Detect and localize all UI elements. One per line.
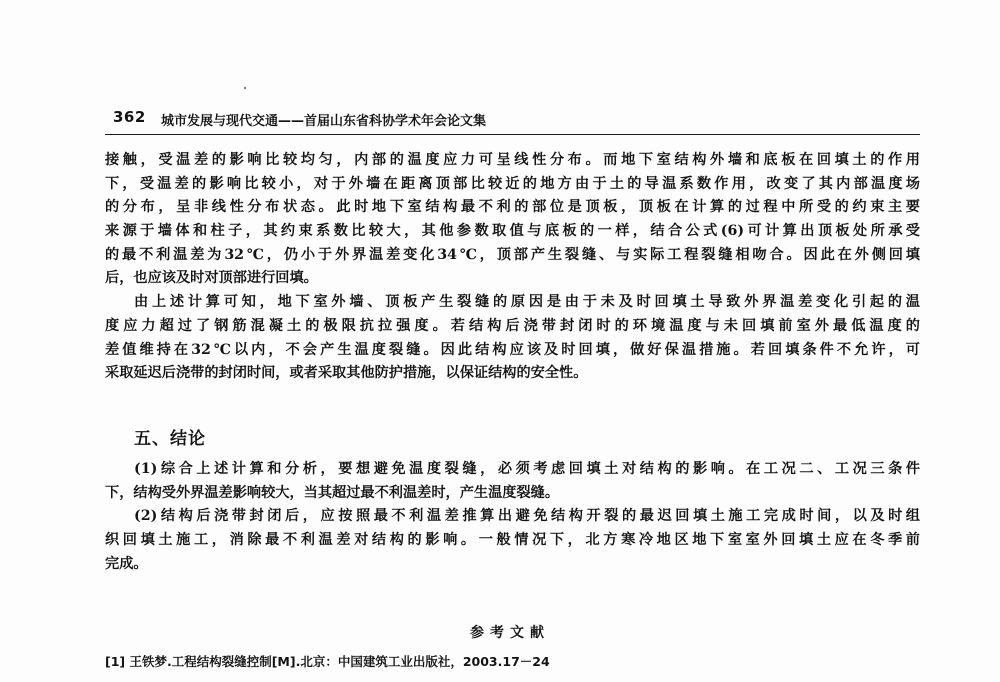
paragraph-line: 度应力超过了钢筋混凝土的极限抗拉强度。若结构后浇带封闭时的环境温度与未回填前室外最低温度的 (105, 317, 920, 334)
paragraph-line: 接触，受温差的影响比较均匀，内部的温度应力可呈线性分布。而地下室结构外墙和底板在回填土的作用 (105, 152, 920, 168)
paragraph-line: 的最不利温差为32℃，仍小于外界温差变化34℃，顶部产生裂缝、与实际工程裂缝相吻合。因此在外侧回填 (105, 246, 920, 263)
paragraph-line: 下，受温差的影响比较小，对于外墙在距离顶部比较近的地方由于土的导温系数作用，改变了其内部温度场 (105, 175, 920, 192)
body-text-upper (105, 149, 920, 386)
paragraph-line: 后，也应该及时对顶部进行回填。 (105, 270, 318, 287)
paragraph-line: 由上述计算可知，地下室外墙、顶板产生裂缝的原因是由于未及时回填土导致外界温差变化引起的温 (134, 294, 920, 311)
paragraph-line: (2)结构后浇带封闭后，应按照最不利温差推算出避免结构开裂的最迟回填土施工完成时间，以及时组 (134, 508, 920, 525)
body-text-conclusion (105, 458, 920, 576)
paragraph-line: 采取延迟后浇带的封闭时间，或者采取其他防护措施，以保证结构的安全性。 (105, 365, 588, 382)
paragraph-line: 织回填土施工，消除最不利温差对结构的影响。一般情况下，北方寒冷地区地下室室外回填土应在冬季前 (105, 532, 920, 549)
page-header (105, 108, 920, 135)
section-heading: 五、结论 (134, 429, 206, 449)
paragraph-line: 来源于墙体和柱子，其约束系数比较大，其他参数取值与底板的一样，结合公式(6)可计算出顶板处所承受 (105, 223, 920, 240)
paragraph-line: 完成。 (105, 555, 148, 572)
references-title: 参考文献 (470, 625, 550, 641)
reference-item: [1] 王铁梦.工程结构裂缝控制[M].北京：中国建筑工业出版社，2003.17－24 (105, 654, 550, 669)
running-title: 城市发展与现代交通——首届山东省科协学术年会论文集 (161, 114, 487, 129)
scan-speck (244, 87, 246, 89)
references-list (105, 651, 920, 673)
page-number: 362 (113, 108, 146, 126)
paragraph-line: 下，结构受外界温差影响较大，当其超过最不利温差时，产生温度裂缝。 (105, 484, 560, 501)
paragraph-line: 的分布，呈非线性分布状态。此时地下室结构最不利的部位是顶板，顶板在计算的过程中所受的约束主要 (105, 199, 920, 216)
paragraph-line: (1)综合上述计算和分析，要想避免温度裂缝，必须考虑回填土对结构的影响。在工况二、工况三条件 (134, 461, 920, 477)
paragraph-line: 差值维持在32℃以内，不会产生温度裂缝。因此结构应该及时回填，做好保温措施。若回填条件不允许，可 (105, 341, 920, 358)
